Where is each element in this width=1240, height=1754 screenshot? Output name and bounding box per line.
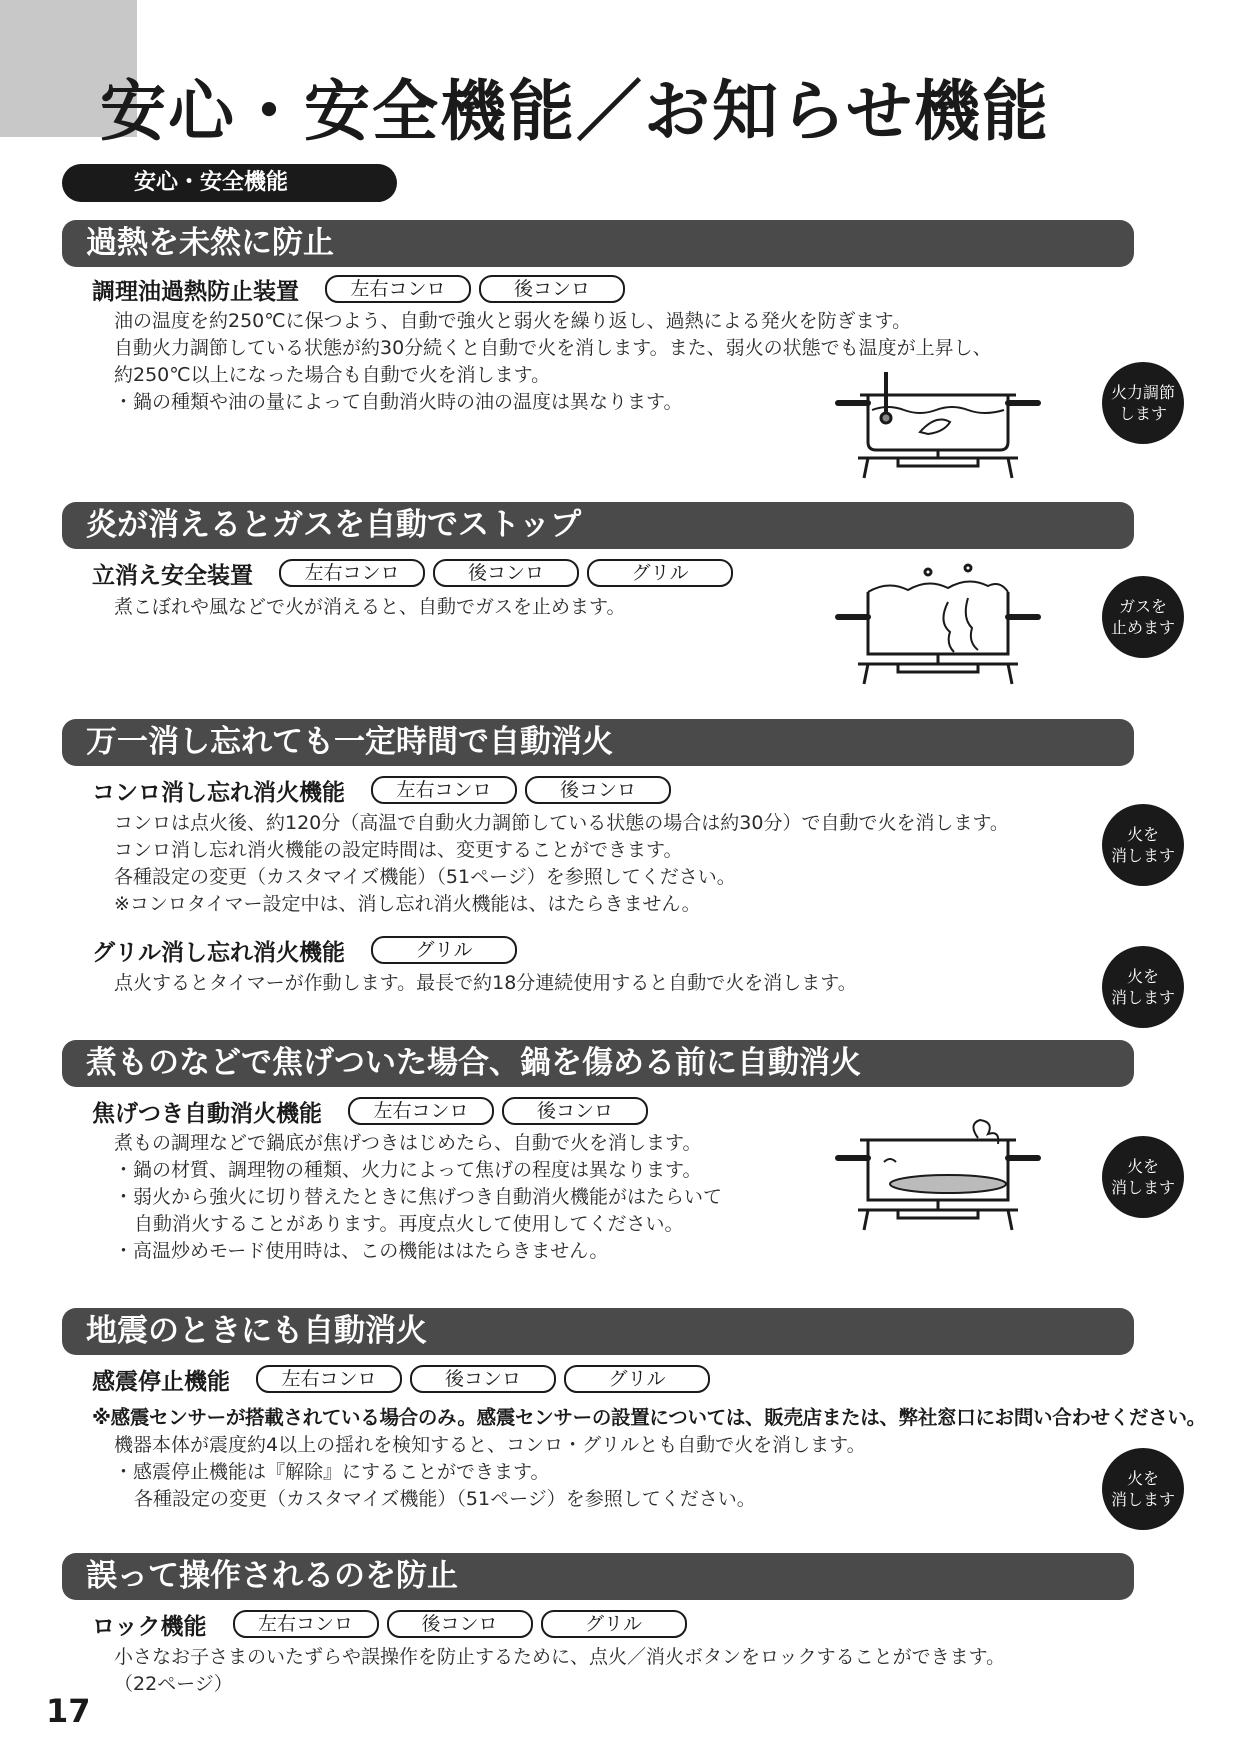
feature-name: 調理油過熱防止装置: [92, 278, 299, 305]
tag-left-right-burner: 左右コンロ: [233, 1610, 379, 1638]
badge-line: します: [1118, 404, 1167, 423]
badge-line: 消します: [1110, 988, 1175, 1007]
desc-line: ・弱火から強火に切り替えたときに焦げつき自動消火機能がはたらいて: [114, 1186, 723, 1208]
desc-line: 小さなお子さまのいたずらや誤操作を防止するために、点火／消火ボタンをロックすることができます。: [114, 1646, 1006, 1668]
badge-line: 消します: [1110, 1490, 1175, 1509]
desc-line: ・高温炒めモード使用時は、この機能ははたらきません。: [114, 1240, 609, 1262]
tag-left-right-burner: 左右コンロ: [371, 776, 517, 804]
status-badge: [1102, 804, 1184, 886]
feature-seismic-stop: [92, 1362, 710, 1396]
page-number: 17: [46, 1692, 91, 1730]
tag-grill: グリル: [564, 1365, 710, 1393]
feature-burner-forget-shutoff: [92, 773, 671, 807]
feature-name: ロック機能: [92, 1613, 207, 1640]
badge-line: ガスを: [1118, 597, 1167, 616]
feature-name: 感震停止機能: [92, 1368, 230, 1395]
desc-line: 煮こぼれや風などで火が消えると、自動でガスを止めます。: [114, 596, 626, 618]
desc-line: 各種設定の変更（カスタマイズ機能）（51ページ）を参照してください。: [114, 866, 736, 888]
feature-description: [114, 594, 625, 621]
tag-rear-burner: 後コンロ: [387, 1610, 533, 1638]
tag-rear-burner: 後コンロ: [410, 1365, 556, 1393]
desc-line: 煮もの調理などで鍋底が焦げつきはじめたら、自動で火を消します。: [114, 1132, 702, 1154]
tag-rear-burner: 後コンロ: [433, 559, 579, 587]
desc-line: 自動消火することがあります。再度点火して使用してください。: [134, 1213, 684, 1235]
badge-line: 火力調節: [1110, 383, 1175, 402]
feature-description: [114, 1432, 866, 1513]
feature-scorch-shutoff: [92, 1094, 648, 1128]
category-tab: 安心・安全機能: [62, 164, 397, 202]
tag-rear-burner: 後コンロ: [502, 1097, 648, 1125]
badge-line: 消します: [1110, 1178, 1175, 1197]
badge-line: 火を: [1126, 1469, 1159, 1488]
desc-line: 油の温度を約250℃に保つよう、自動で強火と弱火を繰り返し、過熱による発火を防ぎます。: [114, 310, 912, 332]
sensor-notice: ※感震センサーが搭載されている場合のみ。感震センサーの設置については、販売店または、弊社窓口にお問い合わせください。: [92, 1406, 1206, 1429]
badge-line: 火を: [1126, 1157, 1159, 1176]
status-badge: [1102, 1448, 1184, 1530]
badge-line: 火を: [1126, 967, 1159, 986]
section-heading-auto-shutoff: 万一消し忘れても一定時間で自動消火: [62, 719, 1134, 766]
page-title: 安心・安全機能／お知らせ機能: [100, 73, 1051, 150]
badge-line: 消します: [1110, 846, 1175, 865]
tag-grill: グリル: [371, 936, 517, 964]
feature-grill-forget-shutoff: [92, 933, 517, 967]
section-heading-scorch: 煮ものなどで焦げついた場合、鍋を傷める前に自動消火: [62, 1040, 1134, 1087]
feature-description: [114, 970, 857, 997]
tag-rear-burner: 後コンロ: [525, 776, 671, 804]
status-badge: [1102, 576, 1184, 658]
section-heading-flame-out: 炎が消えるとガスを自動でストップ: [62, 502, 1134, 549]
feature-description: [114, 1644, 1005, 1698]
feature-name: グリル消し忘れ消火機能: [92, 939, 345, 966]
desc-line: 各種設定の変更（カスタマイズ機能）（51ページ）を参照してください。: [134, 1488, 756, 1510]
desc-line: 自動火力調節している状態が約30分続くと自動で火を消します。また、弱火の状態でも温度が上昇し、: [114, 337, 992, 359]
section-heading-lock: 誤って操作されるのを防止: [62, 1553, 1134, 1600]
section-heading-overheat: 過熱を未然に防止: [62, 220, 1134, 267]
frying-pot-illustration: [828, 370, 1048, 485]
feature-description: [114, 1130, 722, 1265]
tag-grill: グリル: [587, 559, 733, 587]
feature-flame-failure: [92, 556, 733, 590]
tag-grill: グリル: [541, 1610, 687, 1638]
feature-name: 焦げつき自動消火機能: [92, 1100, 322, 1127]
tag-left-right-burner: 左右コンロ: [325, 275, 471, 303]
desc-line: 機器本体が震度約4以上の揺れを検知すると、コンロ・グリルとも自動で火を消します。: [114, 1434, 866, 1456]
desc-line: ・感震停止機能は『解除』にすることができます。: [114, 1461, 550, 1483]
desc-line: コンロ消し忘れ消火機能の設定時間は、変更することができます。: [114, 839, 683, 861]
scorched-pot-illustration: [828, 1118, 1048, 1233]
status-badge: [1102, 946, 1184, 1028]
desc-line: ・鍋の材質、調理物の種類、火力によって焦げの程度は異なります。: [114, 1159, 702, 1181]
feature-description: [114, 810, 1009, 918]
desc-line: ※コンロタイマー設定中は、消し忘れ消火機能は、はたらきません。: [114, 893, 701, 915]
desc-line: 点火するとタイマーが作動します。最長で約18分連続使用すると自動で火を消します。: [114, 972, 857, 994]
feature-oil-overheat: [92, 272, 625, 306]
badge-line: 火を: [1126, 825, 1159, 844]
desc-line: ・鍋の種類や油の量によって自動消火時の油の温度は異なります。: [114, 391, 683, 413]
feature-name: コンロ消し忘れ消火機能: [92, 779, 345, 806]
badge-line: 止めます: [1110, 618, 1175, 637]
tag-left-right-burner: 左右コンロ: [279, 559, 425, 587]
status-badge: [1102, 362, 1184, 444]
section-heading-earthquake: 地震のときにも自動消火: [62, 1308, 1134, 1355]
feature-name: 立消え安全装置: [92, 562, 253, 589]
status-badge: [1102, 1136, 1184, 1218]
tag-rear-burner: 後コンロ: [479, 275, 625, 303]
desc-line: 約250℃以上になった場合も自動で火を消します。: [114, 364, 551, 386]
tag-left-right-burner: 左右コンロ: [348, 1097, 494, 1125]
page-reference: （22ページ）: [114, 1673, 233, 1695]
desc-line: コンロは点火後、約120分（高温で自動火力調節している状態の場合は約30分）で自動で火を消します。: [114, 812, 1009, 834]
boiling-pot-illustration: [828, 562, 1048, 692]
tag-left-right-burner: 左右コンロ: [256, 1365, 402, 1393]
feature-lock: [92, 1607, 687, 1641]
